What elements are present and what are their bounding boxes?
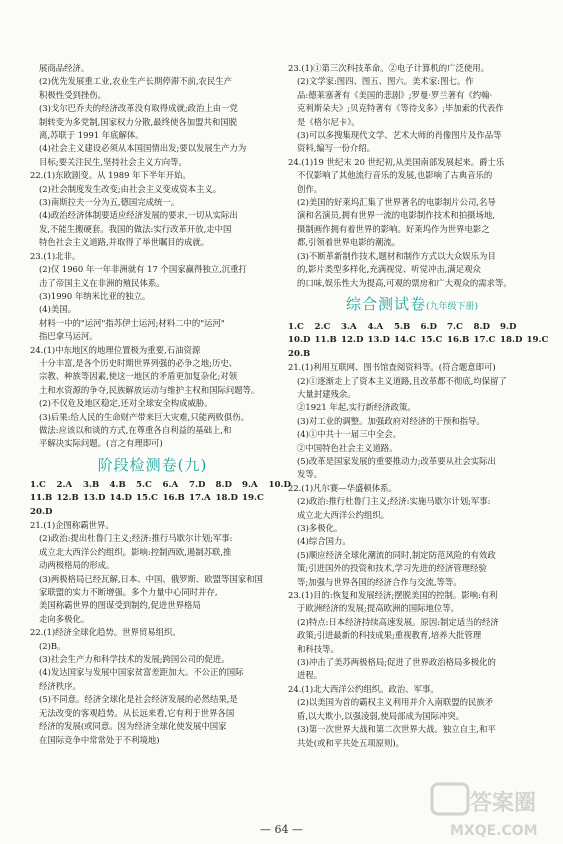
- choice-answer: 14.C: [394, 335, 416, 346]
- right-multiple-choice-answers: [288, 321, 549, 361]
- answer-line: 经济的发展(或同意。因为经济全球化使发展中国家: [39, 721, 227, 732]
- choice-answer: 10.D: [268, 479, 291, 490]
- answer-line: ②1921 年起,实行新经济政策。: [297, 402, 416, 413]
- choice-answer: 18.D: [500, 335, 523, 346]
- answer-line: 目标;要关注民生,坚持社会主义方向等。: [39, 156, 187, 167]
- answer-line: (2)文学家:图四、图五、图六。美术家:图七。作: [297, 76, 474, 87]
- left-multiple-choice-answers: [30, 479, 291, 519]
- answer-line: (2)不仅危及地区稳定,还对全球安全构成威胁。: [39, 398, 213, 409]
- section-subtitle: (九年级下册): [425, 301, 479, 312]
- left-column: [30, 62, 291, 747]
- answer-line: (4)社会主义建设必须从本国国情出发;要以发展生产力为: [39, 143, 247, 154]
- answer-line: 等;加强与世界各国的经济合作与交流,等等。: [297, 576, 462, 587]
- answer-line: ②中国特色社会主义道路。: [297, 442, 398, 453]
- answer-line: (2)以美国为首的霸权主义利用并介入南联盟的民族矛: [297, 697, 494, 708]
- answer-line: 积极性受到挫伤。: [39, 89, 106, 100]
- answer-line: (2)优先发展重工业,农业生产长期停滞不前,农民生产: [39, 76, 233, 87]
- answer-line: 21.(1)利用互联网、图书馆查阅资料等。(符合题意即可): [288, 362, 496, 373]
- answer-row: [30, 479, 291, 492]
- answer-line: 美国称霸世界的图谋受到制约,促进世界格局: [39, 600, 201, 611]
- answer-line: 都,引领着世界电影的潮流。: [297, 237, 401, 248]
- choice-answer: 15.C: [420, 335, 443, 346]
- choice-answer: 2.C: [314, 321, 331, 332]
- left-bottom-answers: [30, 519, 275, 747]
- answer-line: (4)综合国力。: [297, 536, 351, 547]
- answer-line: 策;引进国外的投资和技术,学习先进的经济管理经验: [297, 563, 487, 574]
- section-title-comprehensive-test: [288, 292, 536, 319]
- answer-line: (3)冲击了美苏两极格局;促进了世界政治格局多极化的: [297, 657, 496, 668]
- right-column: [288, 62, 549, 750]
- answer-line: 23.(1)①第三次科技革命。②电子计算机的广泛使用。: [288, 63, 490, 73]
- answer-line: (3)社会生产力和科学技术的发展;跨国公司的促进。: [39, 654, 230, 665]
- answer-line: 23.(1)北非。: [30, 250, 81, 261]
- answer-line: (4)发达国家与发展中国家贫富差距加大。不公正的国际: [39, 667, 244, 678]
- answer-line: (2)B。: [39, 640, 66, 651]
- choice-answer: 17.C: [473, 335, 496, 346]
- answer-line: (5)改革是国家发展的重要推动力;改革要从社会实际出: [297, 455, 496, 466]
- right-top-answers: [288, 62, 536, 290]
- answer-line: 品:德莱塞著有《美国的悲剧》;罗曼·罗兰著有《约翰·: [297, 89, 493, 100]
- answer-line: (3)两极格局已经瓦解,日本、中国、俄罗斯、欧盟等国家和国: [39, 573, 263, 584]
- watermark-logo: [430, 780, 555, 840]
- answer-row: [288, 348, 536, 361]
- choice-answer: 20.D: [30, 506, 53, 517]
- choice-answer: 13.D: [367, 335, 390, 346]
- choice-answer: 12.D: [341, 335, 364, 346]
- answer-line: (3)可以多搜集现代文学、艺术大师的肖像图片及作品等: [297, 130, 502, 141]
- choice-answer: 19.C: [526, 335, 549, 346]
- answer-line: (2)仅 1960 年一年非洲就有 17 个国家赢得独立,沉重打: [39, 264, 247, 275]
- answer-line: 和科技等。: [297, 643, 339, 654]
- answer-line: 做法:应该以和谈的方式,在尊重各自利益的基础上,和: [39, 424, 232, 435]
- answer-line: 制转变为多党制,国家权力分散,最终使各加盟共和国脱: [39, 116, 237, 127]
- answer-line: (5)不同意。经济全球化是社会经济发展的必然结果,是: [39, 694, 238, 705]
- answer-line: 平解决实际问题。(言之有理即可): [39, 438, 163, 449]
- watermark-text-1: 答案圈: [470, 791, 537, 816]
- choice-answer: 3.A: [341, 321, 357, 332]
- answer-line: 摄制画作拥有着世界的影响。好莱坞作为世界电影之: [297, 223, 490, 234]
- answer-line: 22.(1)东欧剧变。从 1989 年下半年开始。: [30, 170, 191, 181]
- answer-line: 特色社会主义道路,并取得了举世瞩目的成就。: [39, 237, 210, 248]
- right-bottom-answers: [288, 361, 536, 750]
- answer-line: 于欧洲经济的发展;提高欧洲的国际地位等。: [297, 603, 459, 614]
- answer-line: 指巴拿马运河。: [39, 331, 98, 342]
- answer-line: 演和名演员,拥有世界一流的电影制作技术和拍摄场地,: [297, 210, 495, 221]
- choice-answer: 4.A: [367, 321, 384, 332]
- choice-answer: 20.B: [288, 348, 311, 359]
- answer-line: 24.(1)北大西洋公约组织。政治、军事。: [288, 683, 439, 694]
- section-title-stage-test-9: 阶段检测卷(九): [97, 455, 208, 474]
- choice-answer: 19.C: [242, 493, 264, 504]
- watermark-text-2: MXQE.COM: [450, 823, 538, 839]
- choice-answer: 7.C: [447, 321, 463, 332]
- choice-answer: 2.A: [56, 479, 73, 490]
- answer-line: 家联盟的实力不断增强。多个力量中心同时并存,: [39, 587, 218, 598]
- answer-line: 成立北大西洋公约组织。: [297, 509, 390, 520]
- answer-line: 经济秩序。: [39, 680, 81, 691]
- choice-answer: 1.C: [288, 321, 304, 332]
- page-number: — 64 —: [260, 823, 303, 836]
- answer-line: 24.(1)19 世纪末 20 世纪初,从美国南部发展起来。爵士乐: [288, 156, 505, 167]
- choice-answer: 6.A: [162, 479, 179, 490]
- choice-answer: 9.A: [242, 479, 258, 490]
- answer-line: 盾,以大欺小,以强凌弱,使局部成为国际冲突。: [297, 710, 465, 721]
- choice-answer: 8.D: [215, 479, 232, 490]
- choice-answer: 6.D: [420, 321, 437, 332]
- answer-line: 击了帝国主义在非洲的殖民体系。: [39, 277, 165, 288]
- answer-line: (3)多极化。: [297, 523, 343, 533]
- answer-line: (4)美国。: [39, 304, 76, 315]
- choice-answer: 16.B: [447, 335, 470, 346]
- answer-line: (4)①中共十一届三中全会。: [297, 429, 401, 440]
- choice-answer: 11.B: [30, 493, 53, 504]
- choice-answer: 14.D: [109, 493, 132, 504]
- answer-line: 展商品经济。: [39, 63, 90, 73]
- choice-answer: 10.D: [288, 335, 311, 346]
- answer-line: 在国际竞争中常常处于不利境地): [39, 734, 160, 745]
- answer-line: (2)特点:日本经济持续高速发展。原因:制定适当的经济: [297, 616, 499, 627]
- choice-answer: 7.D: [189, 479, 206, 490]
- answer-line: 发等。: [297, 469, 323, 480]
- choice-answer: 11.B: [314, 335, 337, 346]
- choice-answer: 13.D: [83, 493, 106, 504]
- answer-line: 宗教、种族等因素,使这一地区的矛盾更加复杂化;对领: [39, 371, 238, 382]
- answer-line: 资料,编写一份介绍。: [297, 143, 376, 154]
- answer-line: 不仅影响了其他流行音乐的发展,也影响了古典音乐的: [297, 170, 493, 181]
- answer-line: (3)第一次世界大战和第二次世界大战。独立自主,和平: [297, 724, 496, 735]
- answer-line: 24.(1)中东地区的地理位置极为重要,石油资源: [30, 344, 201, 355]
- answer-line: 动两极格局的形成。: [39, 560, 115, 571]
- choice-answer: 18.D: [215, 493, 238, 504]
- answer-line: (2)社会制度发生改变;由社会主义变成资本主义。: [39, 183, 222, 194]
- answer-line: 大量封建残余。: [297, 388, 356, 399]
- answer-row: [288, 321, 536, 334]
- answer-line: (2)政治:推行杜鲁门主义;经济:实施马歇尔计划;军事:: [297, 496, 491, 507]
- answer-line: (3)戈尔巴乔夫的经济改革没有取得成就;政治上由一党: [39, 103, 238, 114]
- answer-line: 21.(1)企图称霸世界。: [30, 520, 114, 530]
- section-title-text: 综合测试卷: [345, 294, 426, 313]
- choice-answer: 1.C: [30, 479, 46, 490]
- answer-line: 材料一中的"运河"指苏伊士运河;材料二中的"运河": [39, 317, 225, 328]
- answer-line: 创作。: [297, 183, 323, 194]
- answer-line: (2)美国的好莱坞汇集了世界著名的电影制片公司,名导: [297, 197, 496, 208]
- choice-answer: 8.D: [473, 321, 490, 332]
- answer-line: 发,不能生搬硬套。我国的做法:实行改革开放,走中国: [39, 223, 232, 234]
- answer-line: 政策;引进最新的科技成果;重视教育,培养大批管理: [297, 630, 482, 641]
- answer-line: 共处(或和平共处五项原则)。: [297, 737, 405, 748]
- answer-line: (5)顺应经济全球化潮流的同时,制定防范风险的有效政: [297, 549, 496, 560]
- answer-line: 克利斯朵夫》;贝克特著有《等待戈多》;毕加索的代表作: [297, 103, 504, 114]
- answer-row: [30, 492, 275, 505]
- answer-line: 土和水资源的争夺,民族解放运动与维护主权和国际问题等。: [39, 384, 260, 395]
- answer-line: 的口味,娱乐性大为提高,可观的票房和广大观众的需求等。: [297, 277, 512, 288]
- choice-answer: 5.C: [136, 479, 152, 490]
- answer-line: 22.(1)经济全球化趋势。世界贸易组织。: [30, 627, 181, 638]
- answer-line: (3)南斯拉夫一分为五,德国完成统一。: [39, 197, 180, 208]
- choice-answer: 17.A: [189, 493, 211, 504]
- choice-answer: 12.B: [56, 493, 79, 504]
- answer-line: 是《格尔尼卡》。: [297, 116, 360, 127]
- answer-line: 离,苏联于 1991 年底解体。: [39, 130, 144, 141]
- choice-answer: 9.D: [500, 321, 517, 332]
- choice-answer: 5.B: [394, 321, 411, 332]
- answer-line: (2)政治:提出杜鲁门主义;经济:推行马歇尔计划;军事:: [39, 533, 233, 544]
- left-top-answers: [30, 62, 275, 451]
- answer-line: 走向多极化。: [39, 613, 90, 624]
- answer-line: 无法改变的客观趋势。从长远来看,它有利于世界各国: [39, 707, 235, 718]
- answer-line: 23.(1)目的:恢复和发展经济;摆脱美国的控制。影响:有利: [288, 590, 498, 601]
- answer-line: (3)后果:给人民的生命财产带来巨大灾难,只能两败俱伤。: [39, 411, 249, 422]
- answer-line: (2)①逐渐走上了资本主义道路,且改革都不彻底,均保留了: [297, 375, 507, 386]
- choice-answer: 4.B: [109, 479, 126, 490]
- choice-answer: 3.B: [83, 479, 100, 490]
- answer-line: (4)政治经济体制要适应经济发展的要求,一切从实际出: [39, 210, 238, 221]
- answer-line: 成立北大西洋公约组织。影响:控制西欧,遏制苏联,推: [39, 546, 232, 557]
- choice-answer: 15.C: [136, 493, 158, 504]
- answer-line: (3)不断革新制作技术,题材和制作方式以大众娱乐为目: [297, 250, 496, 261]
- answer-line: (3)对工业的调整。加强政府对经济的干预和指导。: [297, 415, 485, 426]
- answer-row: [30, 506, 275, 519]
- choice-answer: 16.B: [162, 493, 185, 504]
- answer-line: 进程。: [297, 670, 323, 681]
- answer-row: [288, 334, 549, 347]
- answer-line: 十分丰富,是各个历史时期世界列强的必争之地;历史、: [39, 357, 238, 368]
- answer-line: 22.(1)凡尔赛—华盛顿体系。: [288, 482, 397, 493]
- answer-line: 的,影片类型多样化,充满视觉、听觉冲击,满足观众: [297, 264, 481, 275]
- answer-line: (3)1990 年纳米比亚的独立。: [39, 290, 151, 301]
